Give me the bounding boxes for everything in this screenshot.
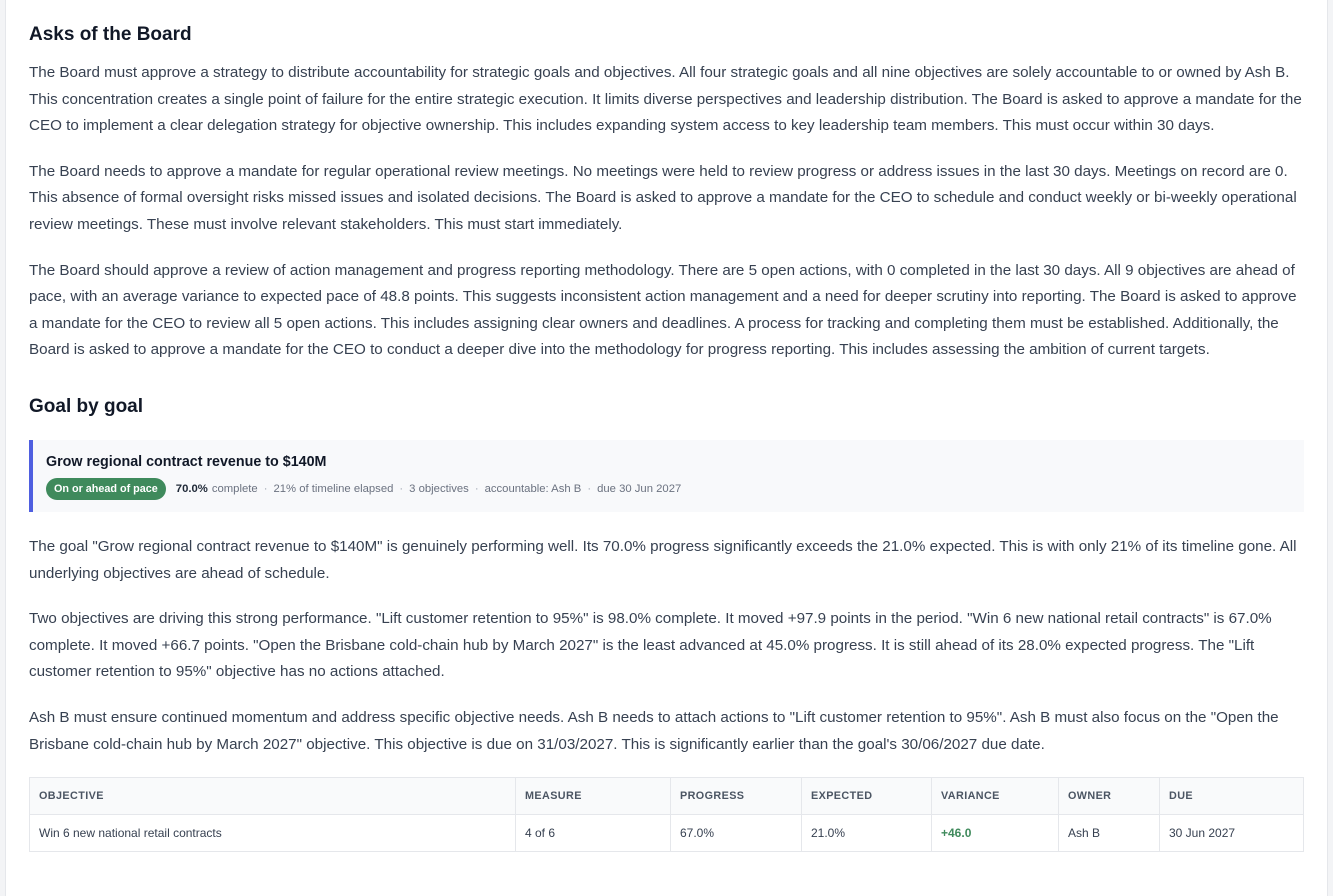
col-measure: MEASURE [516, 778, 671, 815]
cell-due: 30 Jun 2027 [1160, 815, 1304, 852]
goal-objectives-count: 3 objectives [409, 482, 469, 495]
goal-due: due 30 Jun 2027 [597, 482, 682, 495]
goal-title: Grow regional contract revenue to $140M [46, 453, 327, 470]
asks-paragraph-1: The Board must approve a strategy to distribute accountability for strategic goals and objectives. All four strategic goals and all nine objectives are solely accountable to or owned by Ash B. This concentration creates a single point of failure for the entire strategic execution. It limits diverse perspectives and leadership distribution. The Board is asked to approve a mandate for the CEO to implement a clear delegation strategy for objective ownership. This includes expanding system access to key leadership team members. This must occur within 30 days. [29, 64, 1302, 135]
meta-separator: · [587, 482, 592, 495]
col-due: DUE [1160, 778, 1304, 815]
goal-percent: 70.0% [175, 482, 208, 495]
table-row [30, 815, 1304, 852]
cell-expected: 21.0% [802, 815, 932, 852]
table-header-row [30, 778, 1304, 815]
col-progress: PROGRESS [671, 778, 802, 815]
cell-owner: Ash B [1059, 815, 1160, 852]
report-page [5, 0, 1328, 896]
goal-percent-suffix: complete [211, 482, 258, 495]
meta-separator: · [399, 482, 404, 495]
col-expected: EXPECTED [802, 778, 932, 815]
meta-separator: · [263, 482, 268, 495]
cell-variance: +46.0 [932, 815, 1059, 852]
goal-paragraph-1: The goal "Grow regional contract revenue to $140M" is genuinely performing well. Its 70.0% progress significantly exceeds the 21.0% expected. This is with only 21% of its timeline gone. All underlying objectives are ahead of schedule. [29, 537, 1297, 582]
asks-heading: Asks of the Board [29, 24, 192, 45]
goal-paragraph-3: Ash B must ensure continued momentum and address specific objective needs. Ash B needs to attach actions to "Lift customer retention to 95%". Ash B must also focus on the "Open the Brisbane cold-chain hub by March 2027" objective. This objective is due on 31/03/2027. This is significantly earlier than the goal's 30/06/2027 due date. [29, 708, 1279, 753]
goal-timeline: 21% of timeline elapsed [273, 482, 394, 495]
goal-accountable: accountable: Ash B [484, 482, 582, 495]
cell-objective: Win 6 new national retail contracts [30, 815, 516, 852]
cell-progress: 67.0% [671, 815, 802, 852]
asks-paragraph-2: The Board needs to approve a mandate for regular operational review meetings. No meetings were held to review progress or address issues in the last 30 days. Meetings on record are 0. This absence of formal oversight risks missed issues and isolated decisions. The Board is asked to approve a mandate for the CEO to schedule and conduct weekly or bi-weekly operational review meetings. These must involve relevant stakeholders. This must start immediately. [29, 162, 1297, 233]
goals-heading: Goal by goal [29, 395, 144, 417]
goal-paragraph-2: Two objectives are driving this strong performance. "Lift customer retention to 95%" is 98.0% complete. It moved +97.9 points in the period. "Win 6 new national retail contracts" is 67.0% complete. It moved +66.7 points. "Open the Brisbane cold-chain hub by March 2027" is the least advanced at 45.0% progress. It is still ahead of its 28.0% expected progress. The "Lift customer retention to 95%" objective has no actions attached. [29, 610, 1272, 681]
goal-card [29, 440, 1304, 512]
col-owner: OWNER [1059, 778, 1160, 815]
status-badge: On or ahead of pace [46, 478, 166, 500]
goal-meta [46, 478, 1288, 500]
meta-separator: · [474, 482, 479, 495]
col-variance: VARIANCE [932, 778, 1059, 815]
objectives-table [29, 777, 1304, 852]
asks-paragraph-3: The Board should approve a review of action management and progress reporting methodology. There are 5 open actions, with 0 completed in the last 30 days. All 9 objectives are ahead of pace, with an average variance to expected pace of 48.8 points. This suggests inconsistent action management and a need for deeper scrutiny into reporting. The Board is asked to approve a mandate for the CEO to review all 5 open actions. This includes assigning clear owners and deadlines. A process for tracking and completing them must be established. Additionally, the Board is asked to approve a mandate for the CEO to conduct a deeper dive into the methodology for progress reporting. This includes assessing the ambition of current targets. [29, 261, 1297, 359]
cell-measure: 4 of 6 [516, 815, 671, 852]
col-objective: OBJECTIVE [30, 778, 516, 815]
